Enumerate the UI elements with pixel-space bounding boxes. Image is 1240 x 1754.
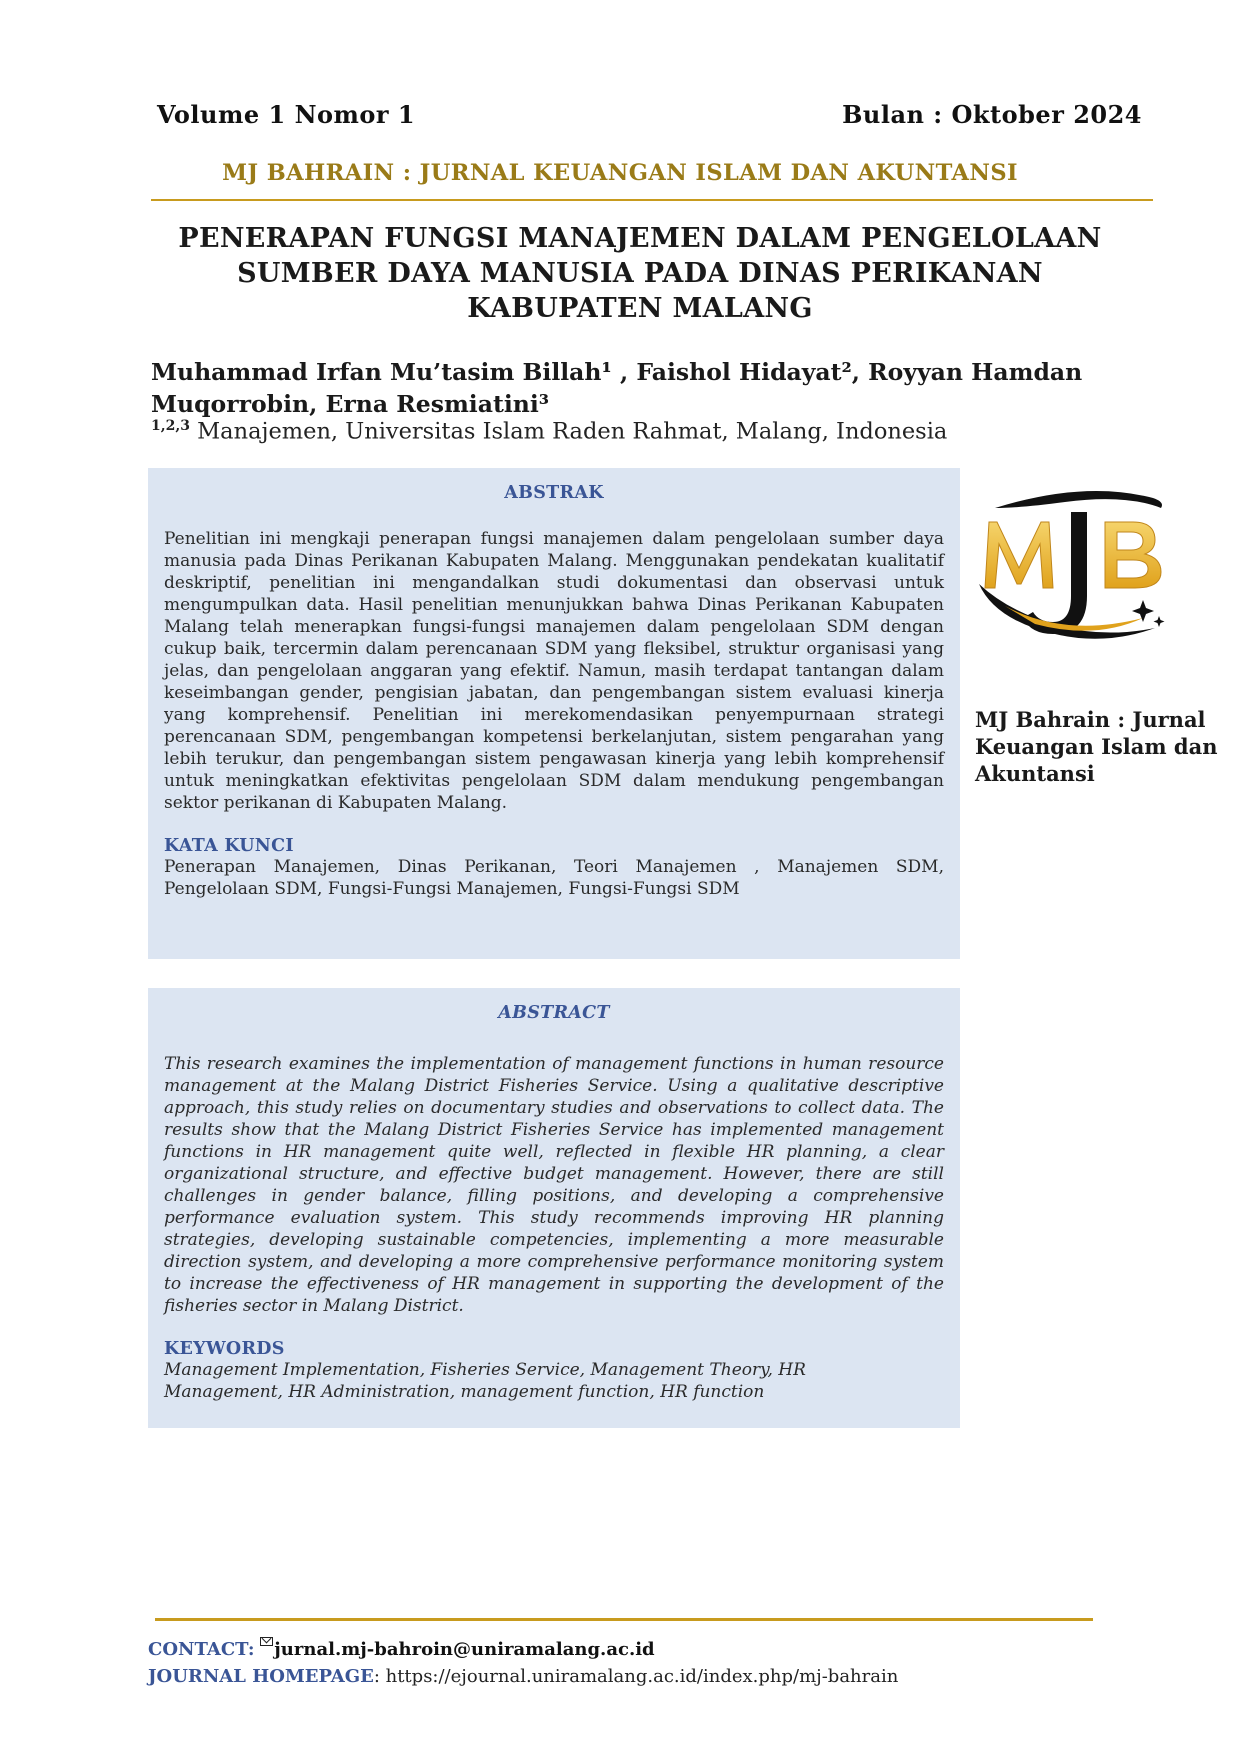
mjb-logo-icon [975,488,1175,648]
contact-row [148,1636,898,1663]
abstract-heading: ABSTRACT [498,1003,610,1023]
authors-line: Muhammad Irfan Mu’tasim Billah¹ , Faishol Hidayat², Royyan Hamdan [151,358,1083,386]
abstract-box [148,988,960,1428]
homepage-row: JOURNAL HOMEPAGE: https://ejournal.uniramalang.ac.id/index.php/mj-bahrain [148,1666,899,1687]
homepage-link[interactable]: https://ejournal.uniramalang.ac.id/index.php/mj-bahrain [385,1666,899,1687]
keywords-text [164,1359,944,1403]
kata-kunci-heading: KATA KUNCI [164,836,294,856]
keywords-line: Management Implementation, Fisheries Service, Management Theory, HR [164,1360,806,1380]
mjb-logo-graphic [975,488,1175,648]
footer-divider [155,1618,1093,1621]
affiliation-text: Manajemen, Universitas Islam Raden Rahmat, Malang, Indonesia [197,418,948,445]
kata-kunci-text: Penerapan Manajemen, Dinas Perikanan, Teori Manajemen , Manajemen SDM, Pengelolaan SDM, Fungsi-Fungsi Manajemen, Fungsi-Fungsi SDM [164,857,944,899]
sidebar-journal-title: MJ Bahrain : Jurnal Keuangan Islam dan Akuntansi [975,707,1218,786]
abstrak-heading: ABSTRAK [504,483,604,503]
abstrak-box [148,468,960,959]
authors-line: Muqorrobin, Erna Resmiatini³ [151,390,550,418]
contact-label: CONTACT: [148,1639,255,1660]
abstrak-text: Penelitian ini mengkaji penerapan fungsi manajemen dalam pengelolaan sumber daya manusia pada Dinas Perikanan Kabupaten Malang. Menggunakan pendekatan kualitatif deskriptif, penelitian ini mengandalkan studi dokumentasi dan observasi untuk mengumpulkan data. Hasil penelitian menunjukkan bahwa Dinas Perikanan Kabupaten Malang telah menerapkan fungsi-fungsi manajemen dalam pengelolaan SDM dengan cukup baik, tercermin dalam perencanaan SDM yang fleksibel, struktur organisasi yang jelas, dan pengelolaan anggaran yang efektif. Namun, masih terdapat tantangan dalam keseimbangan gender, pengisian jabatan, dan pengembangan sistem evaluasi kinerja yang komprehensif. Penelitian ini merekomendasikan penyempurnaan strategi perencanaan SDM, pengembangan kompetensi berkelanjutan, sistem pengarahan yang lebih terukur, dan pengembangan sistem pengawasan kinerja yang lebih komprehensif untuk meningkatkan efektivitas pengelolaan SDM dalam mendukung pengembangan sektor perikanan di Kabupaten Malang. [164,529,944,813]
homepage-label: JOURNAL HOMEPAGE [148,1666,374,1687]
contact-email-link[interactable]: jurnal.mj-bahroin@uniramalang.ac.id [274,1639,655,1660]
keywords-line: Management, HR Administration, management function, HR function [164,1382,765,1402]
affiliation [151,418,947,445]
affiliation-marker: 1,2,3 [151,418,190,434]
mail-icon [260,1637,273,1646]
journal-name: MJ BAHRAIN : JURNAL KEUANGAN ISLAM DAN AKUNTANSI [222,160,1018,186]
title-line: KABUPATEN MALANG [467,293,813,324]
abstract-text: This research examines the implementation of management functions in human resource management at the Malang District Fisheries Service. Using a qualitative descriptive approach, this study relies on documentary studies and observations to collect data. The results show that the Malang District Fisheries Service has implemented management functions in HR management quite well, reflected in flexible HR planning, a clear organizational structure, and effective budget management. However, there are still challenges in gender balance, filling positions, and developing a comprehensive performance evaluation system. This study recommends improving HR planning strategies, developing sustainable competencies, implementing a more measurable direction system, and developing a more comprehensive performance monitoring system to increase the effectiveness of HR management in supporting the development of the fisheries sector in Malang District. [164,1054,944,1316]
author-list [151,356,1111,420]
title-line: SUMBER DAYA MANUSIA PADA DINAS PERIKANAN [237,258,1043,289]
keywords-heading: KEYWORDS [164,1339,285,1359]
footer-contact [148,1636,898,1690]
volume-label: Volume 1 Nomor 1 [157,100,416,129]
title-line: PENERAPAN FUNGSI MANAJEMEN DALAM PENGELOLAAN [178,223,1102,254]
paper-title [150,221,1130,326]
header-divider [151,199,1153,201]
issue-date: Bulan : Oktober 2024 [842,100,1142,129]
